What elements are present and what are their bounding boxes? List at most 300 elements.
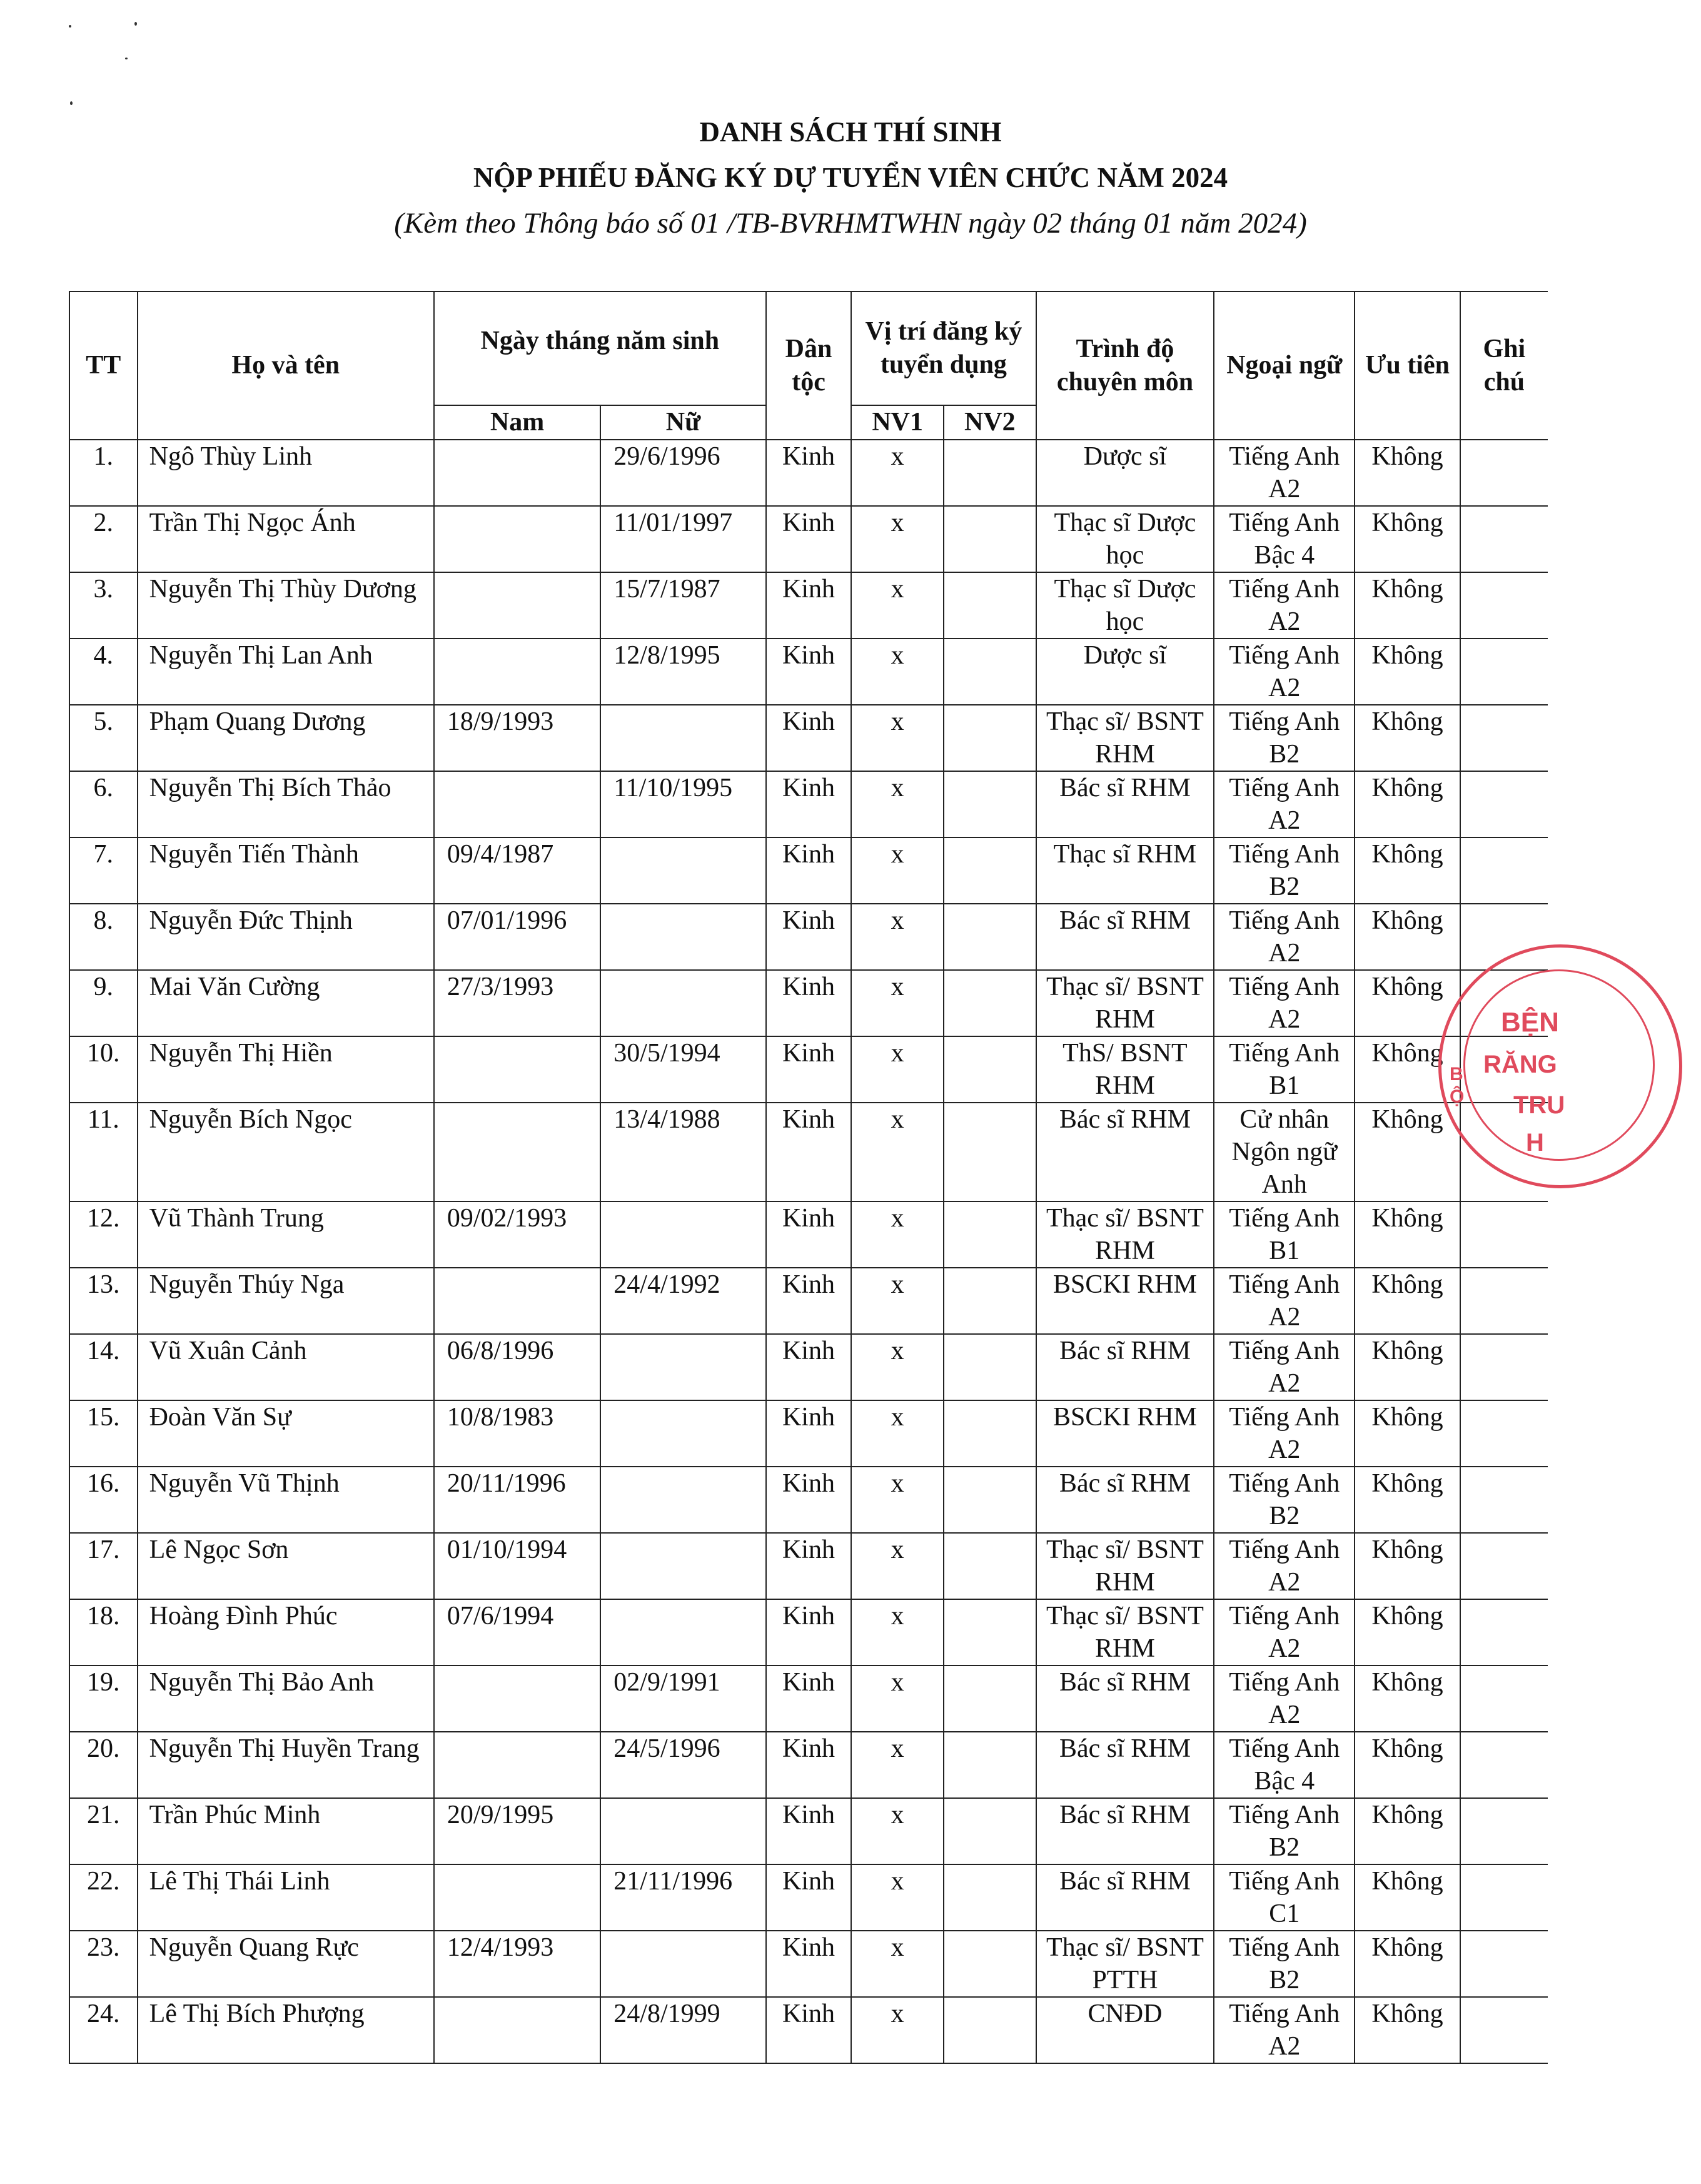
table-row: [69, 1798, 1548, 1864]
col-header-language: Ngoại ngữ: [1214, 291, 1355, 440]
language: Tiếng Anh A2: [1214, 771, 1355, 837]
priority: Không: [1355, 1103, 1460, 1201]
dob-female: [600, 705, 765, 771]
note: [1460, 1268, 1548, 1334]
row-number: 13.: [69, 1268, 138, 1334]
ethnicity: Kinh: [766, 1036, 852, 1103]
language: Tiếng Anh Bậc 4: [1214, 1732, 1355, 1798]
nv1-mark: x: [851, 506, 944, 572]
priority: Không: [1355, 1268, 1460, 1334]
seal-text: BỆN: [1501, 1007, 1559, 1038]
nv1-mark: x: [851, 1268, 944, 1334]
qualification: Bác sĩ RHM: [1036, 1334, 1214, 1400]
qualification: Bác sĩ RHM: [1036, 1467, 1214, 1533]
row-number: 9.: [69, 970, 138, 1036]
note: [1460, 572, 1548, 639]
candidate-name: Đoàn Văn Sự: [138, 1400, 434, 1467]
nv1-mark: x: [851, 1864, 944, 1931]
nv2-mark: [944, 1931, 1036, 1997]
table-header: [69, 291, 1548, 440]
priority: Không: [1355, 705, 1460, 771]
note: [1460, 440, 1548, 506]
dob-female: [600, 1400, 765, 1467]
row-number: 18.: [69, 1599, 138, 1666]
nv1-mark: x: [851, 705, 944, 771]
ethnicity: Kinh: [766, 1467, 852, 1533]
note: [1460, 1864, 1548, 1931]
col-header-nv1: NV1: [851, 405, 944, 440]
seal-text: RĂNG: [1483, 1051, 1557, 1078]
dob-male: 12/4/1993: [434, 1931, 600, 1997]
nv1-mark: x: [851, 1666, 944, 1732]
dob-male: 20/11/1996: [434, 1467, 600, 1533]
ethnicity: Kinh: [766, 506, 852, 572]
dob-male: 07/01/1996: [434, 904, 600, 970]
language: Tiếng Anh B2: [1214, 1931, 1355, 1997]
nv1-mark: x: [851, 837, 944, 904]
dob-male: 06/8/1996: [434, 1334, 600, 1400]
dob-male: 10/8/1983: [434, 1400, 600, 1467]
priority: Không: [1355, 1201, 1460, 1268]
dob-male: 01/10/1994: [434, 1533, 600, 1599]
priority: Không: [1355, 970, 1460, 1036]
col-header-dob: Ngày tháng năm sinh: [434, 291, 766, 405]
nv2-mark: [944, 1268, 1036, 1334]
nv2-mark: [944, 904, 1036, 970]
qualification: BSCKI RHM: [1036, 1268, 1214, 1334]
row-number: 6.: [69, 771, 138, 837]
ethnicity: Kinh: [766, 572, 852, 639]
qualification: Bác sĩ RHM: [1036, 1798, 1214, 1864]
table-row: [69, 1864, 1548, 1931]
qualification: Thạc sĩ/ BSNT PTTH: [1036, 1931, 1214, 1997]
ethnicity: Kinh: [766, 1334, 852, 1400]
priority: Không: [1355, 1599, 1460, 1666]
nv2-mark: [944, 440, 1036, 506]
nv2-mark: [944, 1533, 1036, 1599]
language: Tiếng Anh C1: [1214, 1864, 1355, 1931]
language: Tiếng Anh A2: [1214, 1599, 1355, 1666]
dob-male: [434, 1036, 600, 1103]
table-row: [69, 1036, 1548, 1103]
candidate-name: Nguyễn Vũ Thịnh: [138, 1467, 434, 1533]
scan-speck: [70, 101, 73, 105]
row-number: 19.: [69, 1666, 138, 1732]
candidate-name: Nguyễn Thúy Nga: [138, 1268, 434, 1334]
nv2-mark: [944, 506, 1036, 572]
seal-text: H: [1526, 1129, 1544, 1156]
qualification: Bác sĩ RHM: [1036, 1732, 1214, 1798]
ethnicity: Kinh: [766, 1400, 852, 1467]
seal-text: BỘ: [1450, 1064, 1465, 1107]
col-header-note: Ghi chú: [1460, 291, 1548, 440]
qualification: Thạc sĩ/ BSNT RHM: [1036, 1201, 1214, 1268]
table-row: [69, 1467, 1548, 1533]
row-number: 11.: [69, 1103, 138, 1201]
language: Tiếng Anh A2: [1214, 1997, 1355, 2063]
language: Tiếng Anh A2: [1214, 1533, 1355, 1599]
dob-female: 21/11/1996: [600, 1864, 765, 1931]
table-row: [69, 1201, 1548, 1268]
nv2-mark: [944, 1864, 1036, 1931]
dob-male: 09/4/1987: [434, 837, 600, 904]
nv2-mark: [944, 639, 1036, 705]
table-row: [69, 639, 1548, 705]
candidate-name: Trần Thị Ngọc Ánh: [138, 506, 434, 572]
ethnicity: Kinh: [766, 1201, 852, 1268]
row-number: 24.: [69, 1997, 138, 2063]
dob-male: 27/3/1993: [434, 970, 600, 1036]
row-number: 7.: [69, 837, 138, 904]
table-row: [69, 1997, 1548, 2063]
dob-female: 29/6/1996: [600, 440, 765, 506]
nv1-mark: x: [851, 1467, 944, 1533]
ethnicity: Kinh: [766, 1798, 852, 1864]
priority: Không: [1355, 1400, 1460, 1467]
dob-male: [434, 1666, 600, 1732]
candidate-name: Nguyễn Tiến Thành: [138, 837, 434, 904]
language: Tiếng Anh B2: [1214, 1798, 1355, 1864]
candidate-name: Vũ Thành Trung: [138, 1201, 434, 1268]
nv2-mark: [944, 1599, 1036, 1666]
qualification: Dược sĩ: [1036, 440, 1214, 506]
row-number: 14.: [69, 1334, 138, 1400]
dob-male: [434, 1997, 600, 2063]
qualification: Bác sĩ RHM: [1036, 1103, 1214, 1201]
dob-male: 20/9/1995: [434, 1798, 600, 1864]
qualification: Thạc sĩ/ BSNT RHM: [1036, 1533, 1214, 1599]
note: [1460, 639, 1548, 705]
candidate-name: Nguyễn Bích Ngọc: [138, 1103, 434, 1201]
row-number: 5.: [69, 705, 138, 771]
candidate-name: Nguyễn Quang Rực: [138, 1931, 434, 1997]
nv1-mark: x: [851, 1931, 944, 1997]
note: [1460, 1732, 1548, 1798]
qualification: Thạc sĩ Dược học: [1036, 572, 1214, 639]
col-header-name: Họ và tên: [138, 291, 434, 440]
priority: Không: [1355, 771, 1460, 837]
qualification: Bác sĩ RHM: [1036, 1666, 1214, 1732]
qualification: Dược sĩ: [1036, 639, 1214, 705]
priority: Không: [1355, 1036, 1460, 1103]
language: Tiếng Anh B1: [1214, 1201, 1355, 1268]
row-number: 4.: [69, 639, 138, 705]
dob-male: 09/02/1993: [434, 1201, 600, 1268]
priority: Không: [1355, 639, 1460, 705]
ethnicity: Kinh: [766, 1268, 852, 1334]
table-row: [69, 705, 1548, 771]
nv2-mark: [944, 771, 1036, 837]
dob-female: 30/5/1994: [600, 1036, 765, 1103]
candidate-name: Lê Thị Thái Linh: [138, 1864, 434, 1931]
dob-female: [600, 1931, 765, 1997]
ethnicity: Kinh: [766, 1997, 852, 2063]
nv1-mark: x: [851, 1997, 944, 2063]
nv1-mark: x: [851, 1036, 944, 1103]
table-row: [69, 1400, 1548, 1467]
note: [1460, 1666, 1548, 1732]
nv1-mark: x: [851, 1798, 944, 1864]
table-row: [69, 440, 1548, 506]
nv1-mark: x: [851, 1400, 944, 1467]
dob-male: [434, 1103, 600, 1201]
ethnicity: Kinh: [766, 771, 852, 837]
ethnicity: Kinh: [766, 1599, 852, 1666]
priority: Không: [1355, 572, 1460, 639]
ethnicity: Kinh: [766, 1732, 852, 1798]
qualification: Thạc sĩ/ BSNT RHM: [1036, 970, 1214, 1036]
nv2-mark: [944, 1666, 1036, 1732]
language: Tiếng Anh A2: [1214, 1334, 1355, 1400]
dob-male: 07/6/1994: [434, 1599, 600, 1666]
nv1-mark: x: [851, 1201, 944, 1268]
scan-speck: [134, 22, 137, 26]
candidate-name: Nguyễn Thị Bích Thảo: [138, 771, 434, 837]
table-row: [69, 1533, 1548, 1599]
candidate-table: [69, 291, 1548, 2064]
row-number: 16.: [69, 1467, 138, 1533]
ethnicity: Kinh: [766, 1931, 852, 1997]
language: Tiếng Anh B2: [1214, 837, 1355, 904]
ethnicity: Kinh: [766, 440, 852, 506]
dob-male: [434, 1864, 600, 1931]
language: Tiếng Anh A2: [1214, 440, 1355, 506]
priority: Không: [1355, 1334, 1460, 1400]
note: [1460, 771, 1548, 837]
col-header-position: Vị trí đăng ký tuyển dụng: [851, 291, 1036, 405]
priority: Không: [1355, 1467, 1460, 1533]
language: Tiếng Anh A2: [1214, 904, 1355, 970]
candidate-name: Ngô Thùy Linh: [138, 440, 434, 506]
note: [1460, 1400, 1548, 1467]
dob-female: 24/8/1999: [600, 1997, 765, 2063]
nv1-mark: x: [851, 572, 944, 639]
candidate-name: Hoàng Đình Phúc: [138, 1599, 434, 1666]
nv2-mark: [944, 1036, 1036, 1103]
priority: Không: [1355, 837, 1460, 904]
nv2-mark: [944, 705, 1036, 771]
row-number: 3.: [69, 572, 138, 639]
language: Tiếng Anh A2: [1214, 639, 1355, 705]
scan-speck: [125, 58, 128, 59]
nv2-mark: [944, 1103, 1036, 1201]
row-number: 15.: [69, 1400, 138, 1467]
note: [1460, 1599, 1548, 1666]
dob-male: 18/9/1993: [434, 705, 600, 771]
language: Tiếng Anh A2: [1214, 1400, 1355, 1467]
ethnicity: Kinh: [766, 639, 852, 705]
nv1-mark: x: [851, 1533, 944, 1599]
table-row: [69, 837, 1548, 904]
row-number: 21.: [69, 1798, 138, 1864]
language: Tiếng Anh A2: [1214, 1268, 1355, 1334]
note: [1460, 1201, 1548, 1268]
nv2-mark: [944, 1201, 1036, 1268]
table-row: [69, 1666, 1548, 1732]
ethnicity: Kinh: [766, 1533, 852, 1599]
table-row: [69, 771, 1548, 837]
qualification: Bác sĩ RHM: [1036, 1864, 1214, 1931]
nv2-mark: [944, 1467, 1036, 1533]
note: [1460, 1997, 1548, 2063]
scan-speck: [69, 25, 71, 28]
candidate-name: Lê Ngọc Sơn: [138, 1533, 434, 1599]
dob-male: [434, 1268, 600, 1334]
candidate-name: Nguyễn Thị Bảo Anh: [138, 1666, 434, 1732]
priority: Không: [1355, 1666, 1460, 1732]
qualification: BSCKI RHM: [1036, 1400, 1214, 1467]
dob-female: [600, 1467, 765, 1533]
table-body: [69, 440, 1548, 2063]
dob-female: 13/4/1988: [600, 1103, 765, 1201]
dob-female: [600, 1599, 765, 1666]
note: [1460, 1467, 1548, 1533]
dob-male: [434, 771, 600, 837]
dob-female: [600, 1334, 765, 1400]
row-number: 23.: [69, 1931, 138, 1997]
qualification: Thạc sĩ/ BSNT RHM: [1036, 705, 1214, 771]
note: [1460, 1533, 1548, 1599]
nv1-mark: x: [851, 771, 944, 837]
nv1-mark: x: [851, 1103, 944, 1201]
table-row: [69, 1732, 1548, 1798]
ethnicity: Kinh: [766, 1666, 852, 1732]
nv1-mark: x: [851, 1599, 944, 1666]
dob-male: [434, 639, 600, 705]
document-subtitle: (Kèm theo Thông báo số 01 /TB-BVRHMTWHN ngày 02 tháng 01 năm 2024): [394, 207, 1307, 240]
nv1-mark: x: [851, 1334, 944, 1400]
col-header-dob-male: Nam: [434, 405, 600, 440]
col-header-ethnicity: Dân tộc: [766, 291, 852, 440]
language: Tiếng Anh A2: [1214, 572, 1355, 639]
row-number: 12.: [69, 1201, 138, 1268]
language: Tiếng Anh B1: [1214, 1036, 1355, 1103]
qualification: Bác sĩ RHM: [1036, 771, 1214, 837]
priority: Không: [1355, 1533, 1460, 1599]
dob-male: [434, 1732, 600, 1798]
dob-male: [434, 572, 600, 639]
priority: Không: [1355, 904, 1460, 970]
priority: Không: [1355, 1732, 1460, 1798]
candidate-name: Nguyễn Thị Thùy Dương: [138, 572, 434, 639]
ethnicity: Kinh: [766, 904, 852, 970]
nv2-mark: [944, 970, 1036, 1036]
candidate-name: Nguyễn Đức Thịnh: [138, 904, 434, 970]
nv1-mark: x: [851, 639, 944, 705]
row-number: 1.: [69, 440, 138, 506]
note: [1460, 1931, 1548, 1997]
candidate-name: Nguyễn Thị Lan Anh: [138, 639, 434, 705]
dob-female: 11/01/1997: [600, 506, 765, 572]
ethnicity: Kinh: [766, 837, 852, 904]
ethnicity: Kinh: [766, 1103, 852, 1201]
nv2-mark: [944, 1798, 1036, 1864]
row-number: 20.: [69, 1732, 138, 1798]
language: Tiếng Anh A2: [1214, 1666, 1355, 1732]
priority: Không: [1355, 440, 1460, 506]
candidate-name: Trần Phúc Minh: [138, 1798, 434, 1864]
dob-female: [600, 1533, 765, 1599]
note: [1460, 705, 1548, 771]
table-row: [69, 1931, 1548, 1997]
candidate-name: Nguyễn Thị Huyền Trang: [138, 1732, 434, 1798]
candidate-name: Vũ Xuân Cảnh: [138, 1334, 434, 1400]
dob-female: 24/5/1996: [600, 1732, 765, 1798]
row-number: 2.: [69, 506, 138, 572]
dob-female: [600, 1798, 765, 1864]
nv1-mark: x: [851, 970, 944, 1036]
table-row: [69, 904, 1548, 970]
table-row: [69, 1334, 1548, 1400]
table-row: [69, 506, 1548, 572]
language: Tiếng Anh B2: [1214, 1467, 1355, 1533]
qualification: Thạc sĩ/ BSNT RHM: [1036, 1599, 1214, 1666]
dob-female: [600, 1201, 765, 1268]
table-row: [69, 1268, 1548, 1334]
dob-male: [434, 440, 600, 506]
candidate-name: Mai Văn Cường: [138, 970, 434, 1036]
qualification: CNĐD: [1036, 1997, 1214, 2063]
row-number: 8.: [69, 904, 138, 970]
ethnicity: Kinh: [766, 1864, 852, 1931]
qualification: Thạc sĩ RHM: [1036, 837, 1214, 904]
dob-female: [600, 904, 765, 970]
nv2-mark: [944, 1400, 1036, 1467]
priority: Không: [1355, 506, 1460, 572]
nv2-mark: [944, 572, 1036, 639]
nv1-mark: x: [851, 1732, 944, 1798]
language: Tiếng Anh A2: [1214, 970, 1355, 1036]
document-title-line2: NỘP PHIẾU ĐĂNG KÝ DỰ TUYỂN VIÊN CHỨC NĂM 2024: [473, 162, 1228, 193]
nv1-mark: x: [851, 440, 944, 506]
dob-female: 11/10/1995: [600, 771, 765, 837]
dob-female: 15/7/1987: [600, 572, 765, 639]
seal-text: TRU: [1513, 1091, 1565, 1119]
qualification: ThS/ BSNT RHM: [1036, 1036, 1214, 1103]
dob-female: [600, 970, 765, 1036]
nv1-mark: x: [851, 904, 944, 970]
dob-female: [600, 837, 765, 904]
qualification: Thạc sĩ Dược học: [1036, 506, 1214, 572]
col-header-tt: TT: [69, 291, 138, 440]
note: [1460, 1798, 1548, 1864]
row-number: 17.: [69, 1533, 138, 1599]
priority: Không: [1355, 1931, 1460, 1997]
dob-female: 02/9/1991: [600, 1666, 765, 1732]
ethnicity: Kinh: [766, 705, 852, 771]
col-header-dob-female: Nữ: [600, 405, 765, 440]
note: [1460, 1334, 1548, 1400]
priority: Không: [1355, 1864, 1460, 1931]
candidate-name: Lê Thị Bích Phượng: [138, 1997, 434, 2063]
table-row: [69, 970, 1548, 1036]
language: Cử nhân Ngôn ngữ Anh: [1214, 1103, 1355, 1201]
candidate-name: Nguyễn Thị Hiền: [138, 1036, 434, 1103]
table-row: [69, 572, 1548, 639]
table-row: [69, 1103, 1548, 1201]
table-row: [69, 1599, 1548, 1666]
qualification: Bác sĩ RHM: [1036, 904, 1214, 970]
col-header-qualification: Trình độ chuyên môn: [1036, 291, 1214, 440]
dob-female: 24/4/1992: [600, 1268, 765, 1334]
nv2-mark: [944, 1334, 1036, 1400]
priority: Không: [1355, 1798, 1460, 1864]
row-number: 10.: [69, 1036, 138, 1103]
nv2-mark: [944, 837, 1036, 904]
nv2-mark: [944, 1732, 1036, 1798]
nv2-mark: [944, 1997, 1036, 2063]
col-header-nv2: NV2: [944, 405, 1036, 440]
